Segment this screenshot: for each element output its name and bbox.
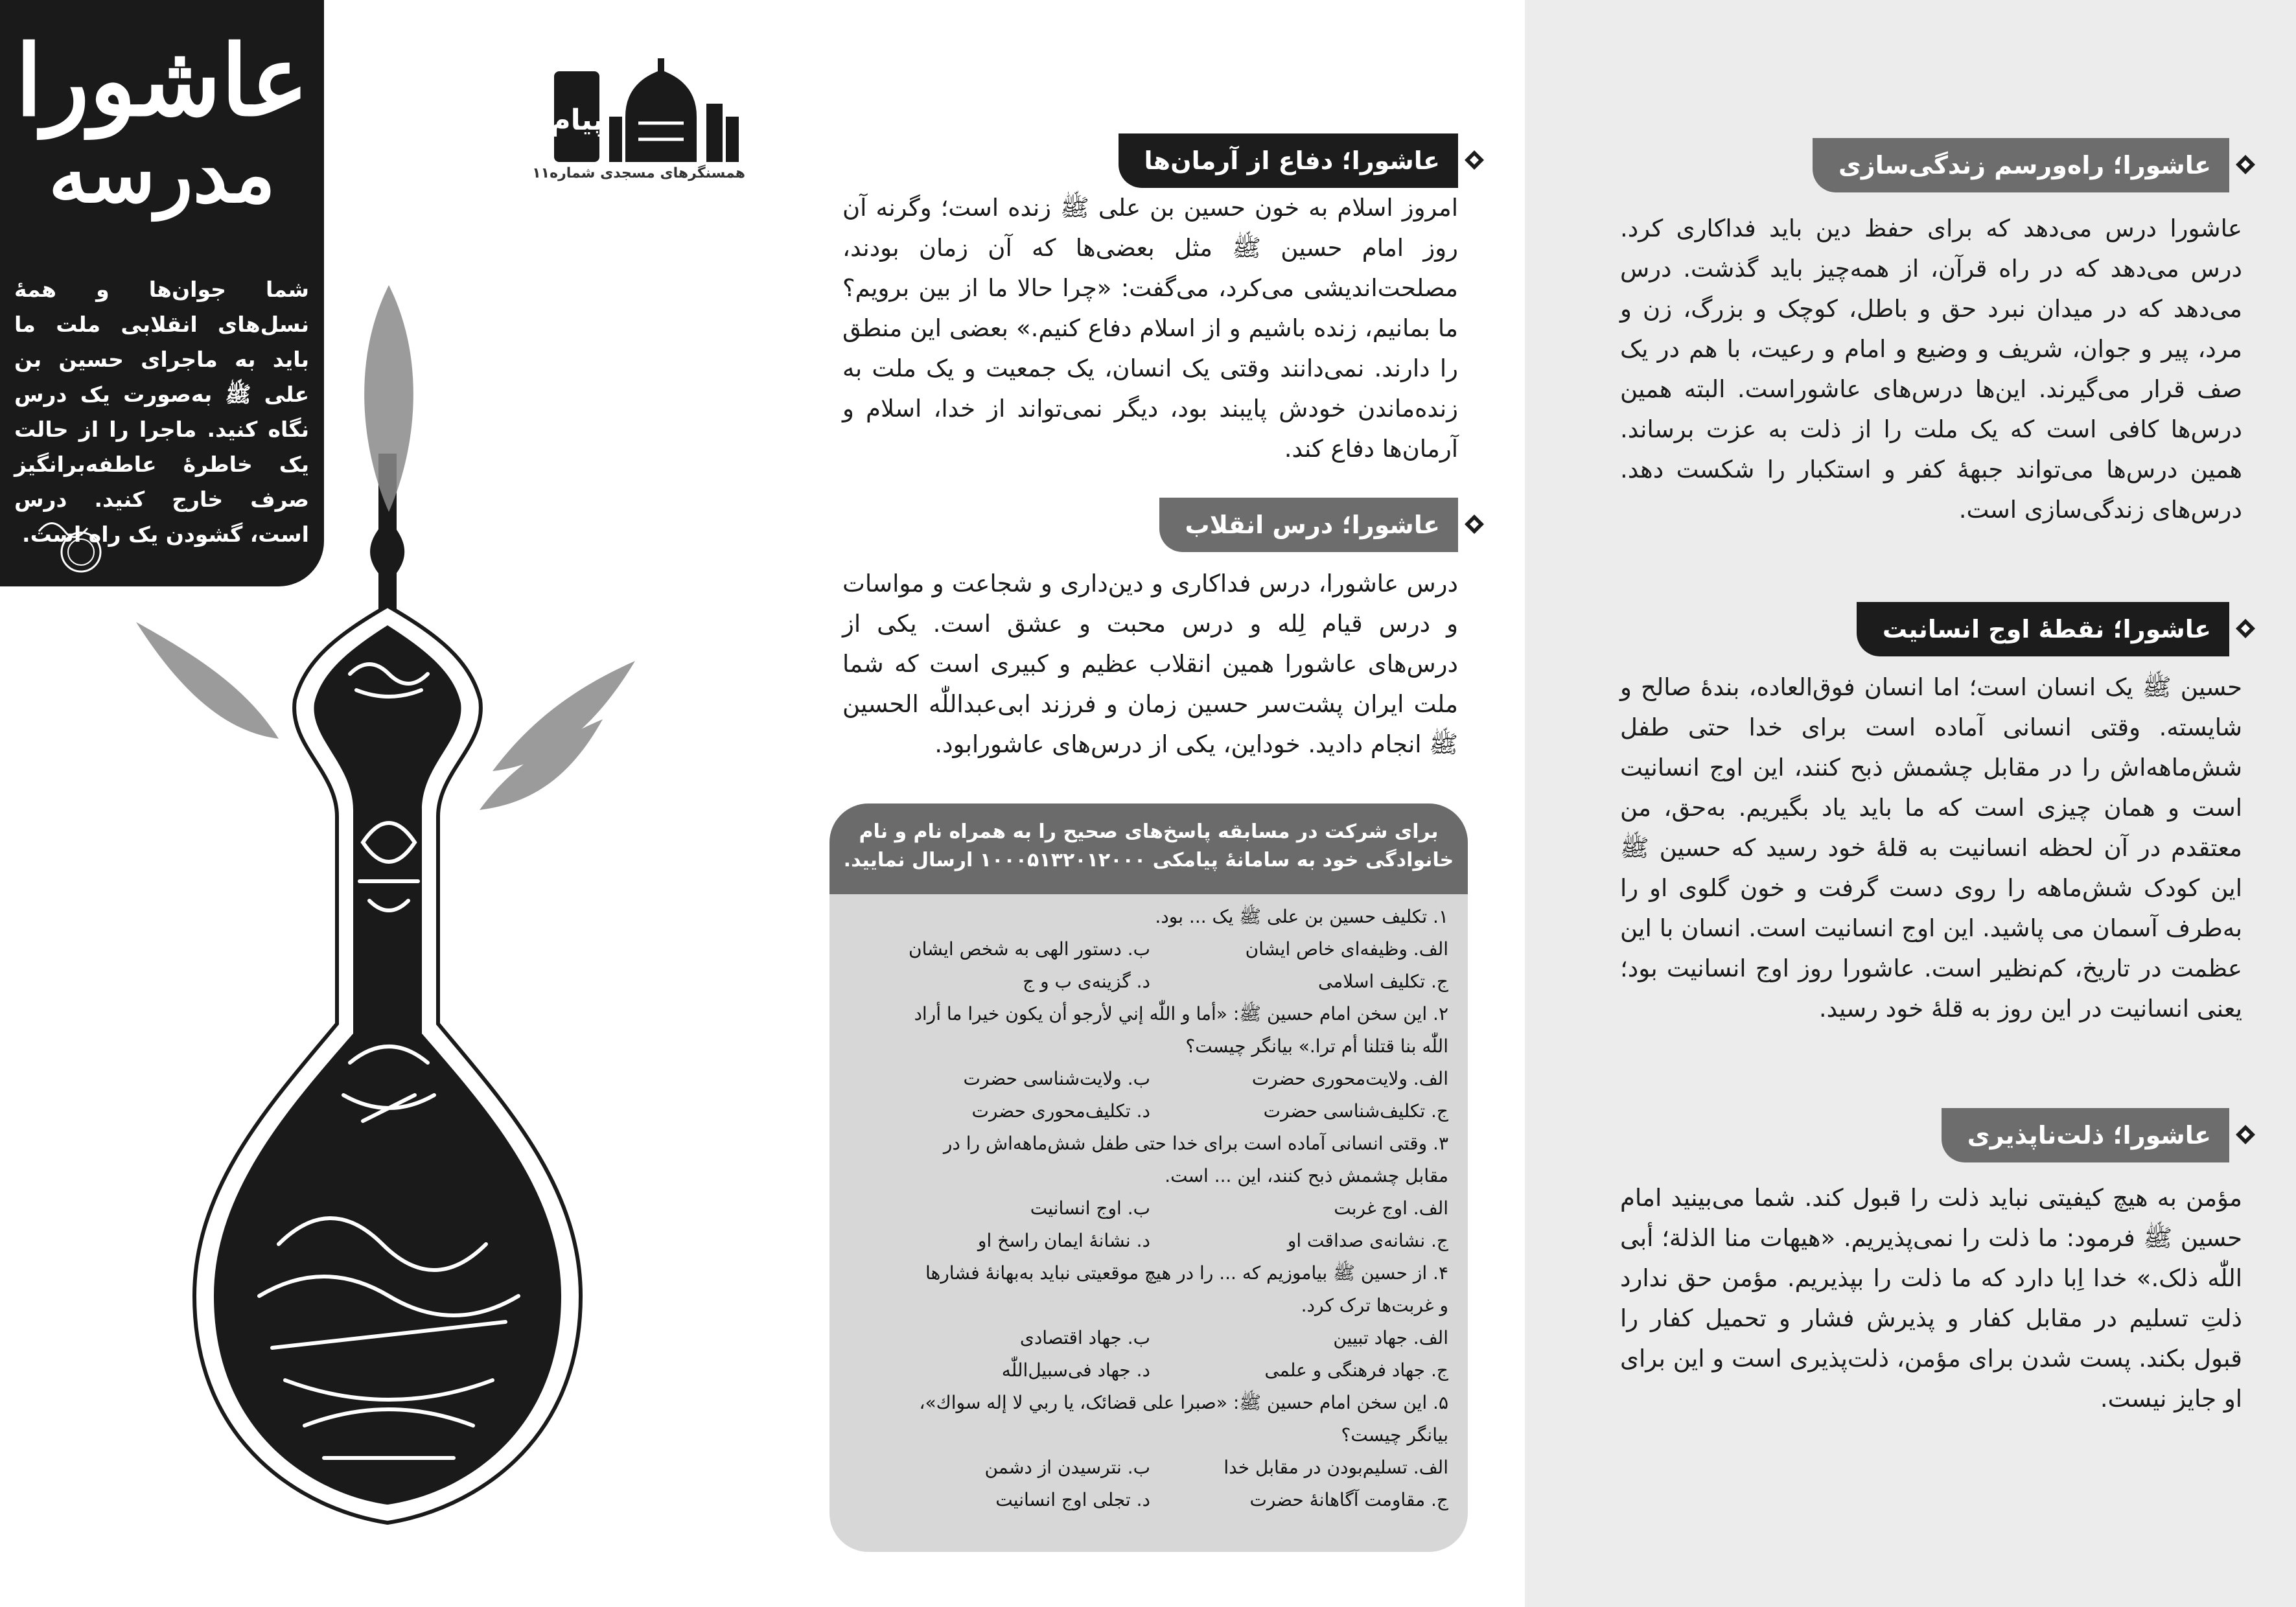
- section-title-dignity: عاشورا؛ ذلت‌ناپذیری: [1942, 1108, 2229, 1162]
- quiz-question-3: ۳. وقتی انسانی آماده است برای خدا حتی طفل شش‌ماهه‌اش را در: [943, 1133, 1448, 1154]
- quiz-options-1: [849, 933, 1448, 965]
- quiz-option: د. جهاد فی‌سبیل‌اللّٰه: [1001, 1359, 1150, 1381]
- section-text-ideals: امروز اسلام به خون حسین بن علی ﷺ زنده است؛ وگرنه آن روز امام حسین ﷺ مثل بعضی‌ها که آن زمان بودند، مصلحت‌اندیشی می‌کرد، می‌گفت: «چرا حالا ما از بین برویم؟ ما بمانیم، زنده باشیم و از اسلام دفاع کنیم.» بعضی این منطق را دارند. نمی‌دانند وقتی یک انسان، یک جمعیت و یک ملت به زنده‌ماندن خودش پایبند بود، دیگر نمی‌تواند از خدا، اسلام و آرمان‌ها دفاع کند.: [842, 194, 1458, 463]
- quiz-option: ج. تکلیف اسلامی: [1317, 971, 1448, 992]
- quiz-question-2-cont: اللّٰه بنا قتلنا أم ترا.» بیانگر چیست؟: [1185, 1035, 1448, 1057]
- quiz-option: ج. جهاد فرهنگی و علمی: [1264, 1359, 1448, 1381]
- diamond-bullet-icon: [2236, 155, 2255, 174]
- section-title-ideals: عاشورا؛ دفاع از آرمان‌ها: [1119, 133, 1458, 188]
- section-text-humanity: حسین ﷺ یک انسان است؛ اما انسان فوق‌العاده، بندهٔ صالح و شایسته. وقتی انسانی آماده است برای خدا حتی طفل شش‌ماهه‌اش را در مقابل چشمش ذبح کنند، این اوج انسانیت است و همان چیزی است که ما باید یاد بگیریم. به‌حق، من معتقدم در آن لحظه انسانیت به قلهٔ خود رسید که حسین ﷺ این کودک شش‌ماهه را روی دست گرفت و خون گلوی او را به‌طرف آسمان می پاشید. این اوج انسانیت است. انسان با این عظمت در تاریخ، کم‌نظیر است. عاشورا روز اوج انسانیت بود؛ یعنی انسانیت در این روز به قلهٔ خود رسید.: [1620, 673, 2242, 1023]
- diamond-bullet-icon: [1465, 150, 1484, 170]
- quiz-question-5: ۵. این سخن امام حسین ﷺ: «صبرا على قضائک، یا ربي لا إله سواك»،: [919, 1392, 1448, 1413]
- diamond-bullet-icon: [2236, 1125, 2255, 1144]
- quiz-options-3: [849, 1192, 1448, 1225]
- section-text-lifestyle: عاشورا درس می‌دهد که برای حفظ دین باید فداکاری کرد. درس می‌دهد که در راه قرآن، از همه‌چیز باید گذشت. درس می‌دهد که در میدان نبرد حق و باطل، کوچک و بزرگ، زن و مرد، پیر و جوان، شریف و وضیع و امام و رعیت، با هم در یک صف قرار می‌گیرند. این‌ها درس‌های عاشوراست. البته همین درس‌ها کافی است که یک ملت را از ذلت به عزت برساند. همین درس‌ها می‌تواند جبههٔ کفر و استکبار را شکست دهد. درس‌های زندگی‌سازی است.: [1620, 214, 2242, 524]
- quiz-question-4-cont: و غربت‌ها ترک کرد.: [1301, 1295, 1448, 1316]
- quiz-box: [829, 804, 1468, 1552]
- quiz-option: ج. تکلیف‌شناسی حضرت: [1263, 1100, 1448, 1122]
- section-header-ideals: [842, 133, 1484, 188]
- quiz-instructions: برای شرکت در مسابقه پاسخ‌های صحیح را به همراه نام و نام خانوادگی خود به سامانهٔ پیامکی ۱۰۰۰۵۱۳۲۰۱۲۰۰۰ ارسال نمایید.: [829, 804, 1468, 894]
- quiz-option: الف. وظیفه‌ای خاص ایشان: [1245, 938, 1448, 960]
- quiz-option: الف. جهاد تبیین: [1333, 1327, 1448, 1348]
- quiz-options-5: [849, 1451, 1448, 1484]
- quiz-option: ج. نشانه‌ی صداقت او: [1287, 1230, 1448, 1251]
- section-text-revolution: درس عاشورا، درس فداکاری و دین‌داری و شجاعت و مواسات و درس قیام لِله و درس محبت و عشق است. یکی از درس‌های عاشورا همین انقلاب عظیم و کبیری است که شما ملت ایران پشت‌سر حسین زمان و فرزند ابی‌عبداللّٰه الحسین ﷺ انجام دادید. خوداین، یکی از درس‌های عاشورابود.: [842, 570, 1458, 758]
- quiz-option: د. گزینه‌ی ب و ج: [1023, 971, 1150, 992]
- section-title-revolution: عاشورا؛ درس انقلاب: [1159, 498, 1458, 552]
- quiz-options-2b: [849, 1095, 1448, 1127]
- quiz-option: ب. نترسیدن از دشمن: [984, 1457, 1150, 1478]
- quiz-option: ج. مقاومت آگاهانهٔ حضرت: [1249, 1489, 1448, 1510]
- section-text-dignity: مؤمن به هیچ کیفیتی نباید ذلت را قبول کند. شما می‌بینید امام حسین ﷺ فرمود: ما ذلت را نمی‌پذیریم. «هیهات منا الذلة؛ أبی اللّٰه ذلک.» خدا اِبا دارد که ما ذلت را بپذیریم. مؤمن حق ندارد ذلتِ تسلیم در مقابل کفار و پذیرش فشار و تحمیل کفار را قبول بکند. پست شدن برای مؤمن، ذلت‌پذیری است و این برای او جایز نیست.: [1620, 1184, 2242, 1413]
- cover-panel: عاشورا مدرسه شما جوان‌ها و همهٔ نسل‌های انقلابی ملت ما باید به ماجرای حسین بن علی ﷺ به‌صورت یک درس نگاه کنید. ماجرا را از حالت یک خاطرهٔ عاطفه‌برانگیز صرف خارج کنید. درس است، گشودن یک راه است. پیام همسنگرهای مسجدی شماره۱۱: [1525, 0, 2296, 1607]
- quiz-option: ب. جهاد اقتصادی: [1019, 1327, 1150, 1348]
- quiz-option: ب. اوج انسانیت: [1030, 1197, 1150, 1219]
- quiz-question-2: ۲. این سخن امام حسین ﷺ: «أما و اللّٰه إني لأرجو أن يكون خيرا ما أراد: [914, 1003, 1448, 1024]
- diamond-bullet-icon: [2236, 619, 2255, 638]
- quiz-options-4b: [849, 1354, 1448, 1387]
- quiz-question-3-cont: مقابل چشمش ذبح کنند، این ... است.: [1165, 1165, 1448, 1186]
- quiz-option: ب. دستور الهی به شخص ایشان: [909, 938, 1150, 960]
- quiz-option: الف. اوج غربت: [1334, 1197, 1448, 1219]
- quiz-options-1b: [849, 965, 1448, 998]
- section-header-revolution: [842, 498, 1484, 552]
- section-title-lifestyle: عاشورا؛ راه‌ورسم زندگی‌سازی: [1813, 138, 2229, 192]
- quiz-option: الف. ولایت‌محوری حضرت: [1251, 1068, 1448, 1089]
- quiz-option: د. تجلی اوج انسانیت: [995, 1489, 1150, 1510]
- quiz-option: د. نشانهٔ ایمان راسخ او: [977, 1230, 1150, 1251]
- section-header-humanity: [1672, 602, 2255, 656]
- quiz-options-4: [849, 1322, 1448, 1354]
- quiz-option: الف. تسلیم‌بودن در مقابل خدا: [1223, 1457, 1448, 1478]
- quiz-options-2: [849, 1063, 1448, 1095]
- quiz-question-4: ۴. از حسین ﷺ بیاموزیم که ... را در هیچ موقعیتی نباید به‌بهانهٔ فشارها: [925, 1262, 1448, 1284]
- diamond-bullet-icon: [1465, 514, 1484, 534]
- quiz-question-5-cont: بیانگر چیست؟: [1341, 1424, 1448, 1446]
- quiz-options-5b: [849, 1484, 1448, 1516]
- quiz-questions: [849, 901, 1448, 1516]
- quiz-options-3b: [849, 1225, 1448, 1257]
- section-title-humanity: عاشورا؛ نقطهٔ اوج انسانیت: [1857, 602, 2229, 656]
- quiz-option: ب. ولایت‌شناسی حضرت: [963, 1068, 1150, 1089]
- quiz-question-1: ۱. تکلیف حسین بن علی ﷺ یک ... بود.: [1155, 906, 1448, 927]
- quiz-option: د. تکلیف‌محوری حضرت: [971, 1100, 1150, 1122]
- section-header-lifestyle: [1672, 138, 2255, 192]
- section-header-dignity: [1672, 1108, 2255, 1162]
